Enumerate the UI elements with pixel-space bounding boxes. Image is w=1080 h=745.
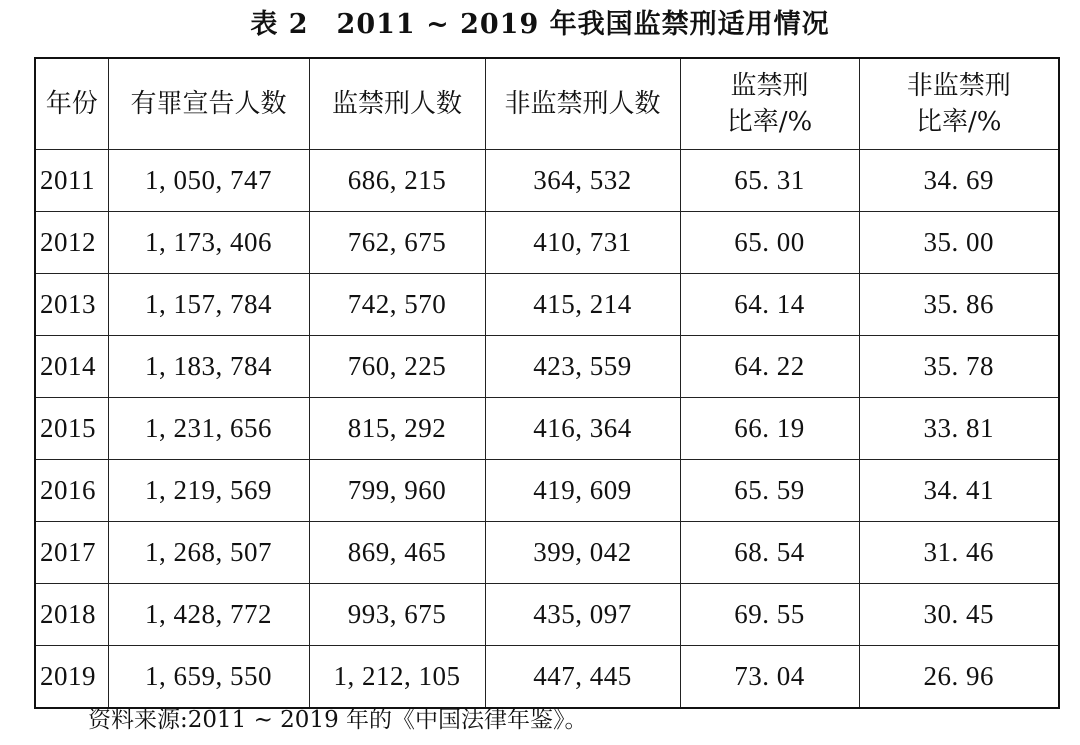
table-row — [35, 646, 1059, 709]
cell-year: 2012 — [35, 212, 108, 274]
cell-noncustodial-count: 435, 097 — [485, 584, 680, 646]
cell-noncustodial-count: 364, 532 — [485, 150, 680, 212]
header-custodial-rate: 监禁刑 比率/% — [680, 58, 859, 150]
cell-year: 2013 — [35, 274, 108, 336]
cell-custodial-count: 742, 570 — [309, 274, 485, 336]
cell-custodial-rate: 64. 22 — [680, 336, 859, 398]
table-row — [35, 150, 1059, 212]
cell-custodial-rate: 65. 31 — [680, 150, 859, 212]
table-row — [35, 460, 1059, 522]
cell-noncustodial-count: 447, 445 — [485, 646, 680, 709]
cell-year: 2014 — [35, 336, 108, 398]
cell-custodial-count: 686, 215 — [309, 150, 485, 212]
cell-convicted-count: 1, 219, 569 — [108, 460, 309, 522]
header-noncustodial-rate: 非监禁刑 比率/% — [859, 58, 1059, 150]
cell-convicted-count: 1, 050, 747 — [108, 150, 309, 212]
table-body — [35, 150, 1059, 709]
header-noncustodial-count: 非监禁刑人数 — [485, 58, 680, 150]
cell-noncustodial-rate: 34. 69 — [859, 150, 1059, 212]
header-row — [35, 58, 1059, 150]
cell-noncustodial-count: 419, 609 — [485, 460, 680, 522]
cell-custodial-count: 869, 465 — [309, 522, 485, 584]
cell-noncustodial-count: 416, 364 — [485, 398, 680, 460]
cell-convicted-count: 1, 231, 656 — [108, 398, 309, 460]
table-row — [35, 274, 1059, 336]
cell-noncustodial-rate: 35. 86 — [859, 274, 1059, 336]
cell-noncustodial-rate: 35. 00 — [859, 212, 1059, 274]
cell-custodial-rate: 65. 00 — [680, 212, 859, 274]
header-year: 年份 — [35, 58, 108, 150]
header-custodial-count: 监禁刑人数 — [309, 58, 485, 150]
data-table — [34, 57, 1060, 709]
cell-year: 2011 — [35, 150, 108, 212]
cell-custodial-rate: 64. 14 — [680, 274, 859, 336]
cell-noncustodial-rate: 30. 45 — [859, 584, 1059, 646]
cell-noncustodial-rate: 26. 96 — [859, 646, 1059, 709]
cell-noncustodial-rate: 33. 81 — [859, 398, 1059, 460]
cell-noncustodial-count: 423, 559 — [485, 336, 680, 398]
cell-custodial-count: 799, 960 — [309, 460, 485, 522]
cell-year: 2019 — [35, 646, 108, 709]
table-row — [35, 522, 1059, 584]
cell-convicted-count: 1, 428, 772 — [108, 584, 309, 646]
cell-custodial-rate: 65. 59 — [680, 460, 859, 522]
table-row — [35, 212, 1059, 274]
table-title: 表 2 2011 ~ 2019 年我国监禁刑适用情况 — [250, 9, 830, 40]
cell-custodial-count: 993, 675 — [309, 584, 485, 646]
cell-year: 2018 — [35, 584, 108, 646]
table-row — [35, 336, 1059, 398]
cell-year: 2017 — [35, 522, 108, 584]
cell-custodial-rate: 68. 54 — [680, 522, 859, 584]
header-convicted-count: 有罪宣告人数 — [108, 58, 309, 150]
cell-noncustodial-rate: 35. 78 — [859, 336, 1059, 398]
cell-year: 2016 — [35, 460, 108, 522]
cell-noncustodial-count: 415, 214 — [485, 274, 680, 336]
cell-convicted-count: 1, 183, 784 — [108, 336, 309, 398]
cell-custodial-rate: 69. 55 — [680, 584, 859, 646]
table-row — [35, 584, 1059, 646]
cell-convicted-count: 1, 659, 550 — [108, 646, 309, 709]
cell-custodial-count: 1, 212, 105 — [309, 646, 485, 709]
cell-custodial-count: 762, 675 — [309, 212, 485, 274]
cell-noncustodial-rate: 34. 41 — [859, 460, 1059, 522]
source-note: 资料来源:2011 ~ 2019 年的《中国法律年鉴》。 — [88, 707, 588, 733]
cell-convicted-count: 1, 173, 406 — [108, 212, 309, 274]
cell-noncustodial-count: 399, 042 — [485, 522, 680, 584]
cell-custodial-count: 815, 292 — [309, 398, 485, 460]
cell-convicted-count: 1, 157, 784 — [108, 274, 309, 336]
cell-convicted-count: 1, 268, 507 — [108, 522, 309, 584]
cell-custodial-rate: 66. 19 — [680, 398, 859, 460]
cell-custodial-rate: 73. 04 — [680, 646, 859, 709]
cell-year: 2015 — [35, 398, 108, 460]
cell-noncustodial-rate: 31. 46 — [859, 522, 1059, 584]
cell-noncustodial-count: 410, 731 — [485, 212, 680, 274]
cell-custodial-count: 760, 225 — [309, 336, 485, 398]
table-row — [35, 398, 1059, 460]
